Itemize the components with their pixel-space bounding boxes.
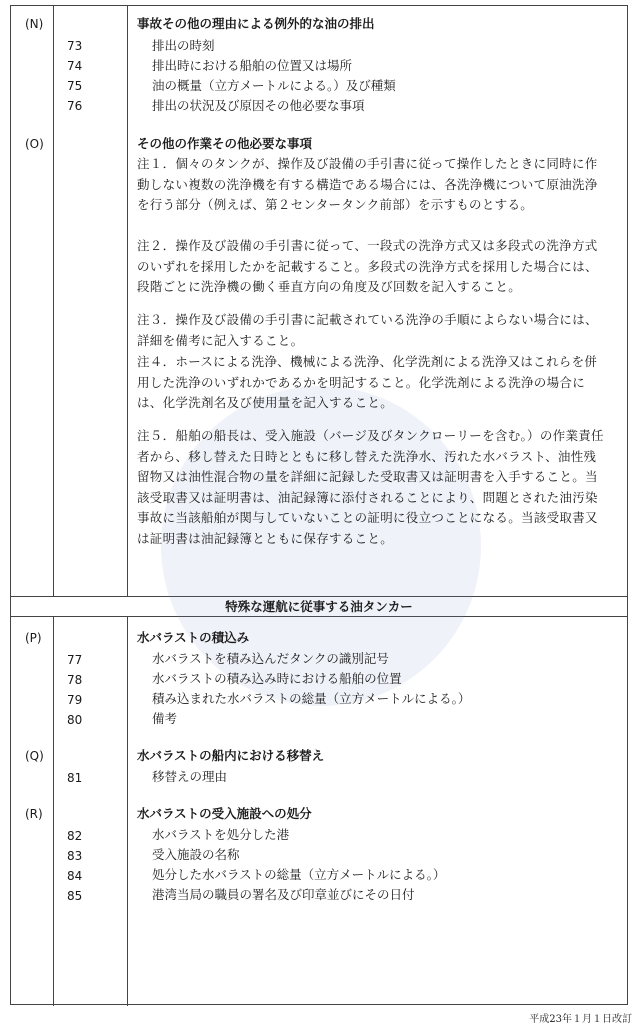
item-number: 85: [67, 889, 83, 903]
item-text: 積み込まれた水バラストの総量（立方メートルによる。）: [152, 691, 471, 706]
note-4: 注４．ホースによる洗浄、機械による洗浄、化学洗剤による洗浄又はこれらを併用した洗浄のいずれかであるかを明記すること。化学洗剤による洗浄の場合には、化学洗剤名及び使用量を記入すること。: [137, 354, 598, 410]
item-text: 備考: [152, 711, 178, 726]
item-text: 港湾当局の職員の署名及び印章並びにその日付: [152, 887, 415, 902]
item-number: 76: [67, 99, 83, 113]
section-code-p: (P): [25, 631, 42, 645]
item-text: 水バラストを積み込んだタンクの識別記号: [152, 651, 389, 666]
item-number: 81: [67, 771, 83, 785]
section-heading-o: その他の作業その他必要な事項: [137, 136, 313, 151]
section-heading-r: 水バラストの受入施設への処分: [137, 806, 312, 821]
item-number: 74: [67, 59, 83, 73]
revision-date: 平成23年１月１日改訂: [529, 1014, 632, 1025]
item-number: 73: [67, 39, 83, 53]
note-1: 注１．個々のタンクが、操作及び設備の手引書に従って操作したときに同時に作動しない複数の洗浄機を有する構造である場合には、各洗浄機について原油洗浄を行う部分（例えば、第２センタータンク前部）を示すものとする。: [137, 156, 598, 212]
special-operations-title: 特殊な運航に従事する油タンカー: [225, 599, 413, 614]
item-number: 75: [67, 79, 83, 93]
item-text: 排出の状況及び原因その他必要な事項: [152, 98, 365, 113]
item-text: 受入施設の名称: [152, 847, 240, 862]
item-number: 84: [67, 869, 83, 883]
section-heading-p: 水バラストの積込み: [137, 630, 250, 645]
note-3: 注３．操作及び設備の手引書に記載されている洗浄の手順によらない場合には、詳細を備考に記入すること。: [137, 312, 598, 348]
section-code-r: (R): [25, 807, 43, 821]
item-text: 水バラストの積み込み時における船舶の位置: [152, 671, 402, 686]
item-number: 79: [67, 693, 83, 707]
item-number: 82: [67, 829, 83, 843]
item-text: 処分した水バラストの総量（立方メートルによる。）: [152, 867, 446, 882]
note-5: 注５．船舶の船長は、受入施設（バージ及びタンクローリーを含む。）の作業責任者から、移し替えた日時とともに移し替えた洗浄水、汚れた水バラスト、油性残留物又は油性混合物の量を詳細に記録した受取書又は証明書を入手すること。当該受取書又は証明書は、油記録簿に添付されることにより、問題とされた油汚染事故に当該船舶が関与していないことの証明に役立つことになる。当該受取書又は証明書は油記録簿とともに保存すること。: [137, 428, 604, 546]
item-text: 排出時における船舶の位置又は場所: [152, 58, 353, 73]
section-code-n: (N): [25, 17, 44, 31]
section-heading-q: 水バラストの船内における移替え: [137, 748, 325, 763]
section-code-q: (Q): [25, 749, 44, 763]
item-text: 油の概量（立方メートルによる。）及び種類: [152, 78, 396, 93]
section-heading-n: 事故その他の理由による例外的な油の排出: [137, 16, 375, 31]
item-text: 排出の時刻: [152, 38, 215, 53]
item-text: 水バラストを処分した港: [152, 827, 290, 842]
item-number: 83: [67, 849, 83, 863]
item-number: 78: [67, 673, 83, 687]
item-number: 77: [67, 653, 83, 667]
note-2: 注２．操作及び設備の手引書に従って、一段式の洗浄方式又は多段式の洗浄方式のいずれを採用したかを記載すること。多段式の洗浄方式を採用した場合には、段階ごとに洗浄機の働く垂直方向の角度及び回数を記入すること。: [137, 238, 598, 294]
item-number: 80: [67, 713, 83, 727]
item-text: 移替えの理由: [152, 769, 228, 784]
record-table: [10, 5, 628, 1005]
section-code-o: (O): [25, 137, 44, 151]
